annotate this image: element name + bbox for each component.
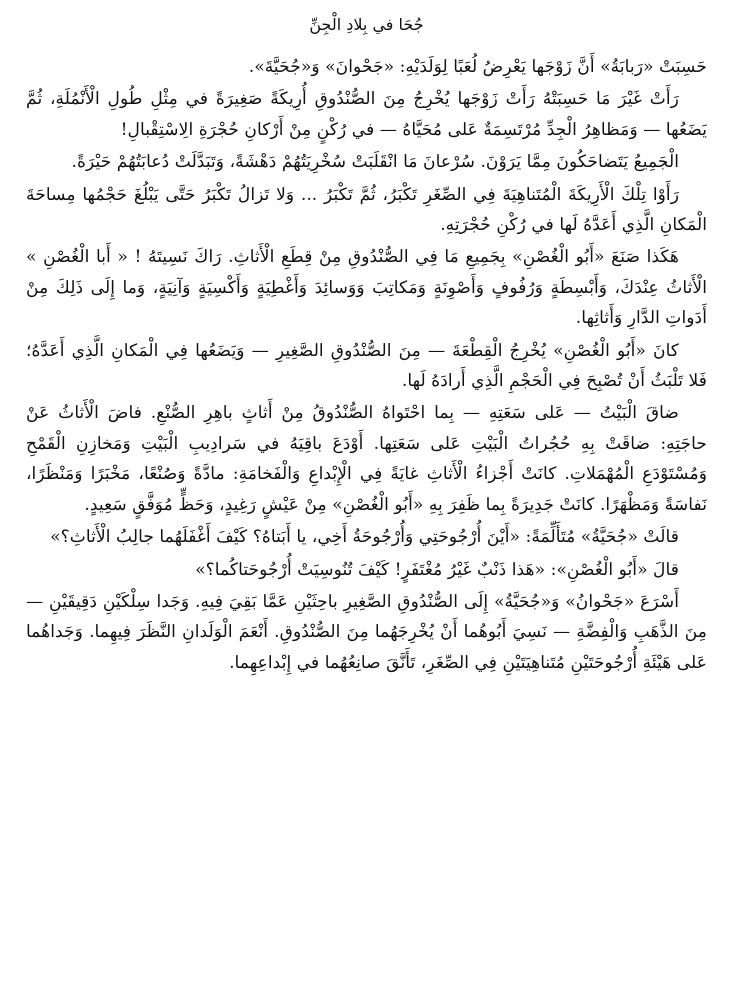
paragraph: الْجَمِيعُ يَتَضاحَكُونَ مِمَّا يَرَوْنَ. سُرْعانَ مَا انْقَلَبَتْ سُخْرِيَتُهُمْ دَهْشَةً، وَتَبَدَّلَتْ دُعابَتُهُمْ حَيْرَةً. <box>71 152 679 173</box>
paragraph: كانَ «أَبُو الْغُصْنِ» يُخْرِجُ الْقِطْعَةَ — مِنَ الصُّنْدُوقِ الصَّغِيرِ — وَيَضَعُها فِي الْمَكانِ الَّذِي أَعَدَّهُ؛ فَلا تَلْبَثُ أَنْ تُصْبِحَ فِي الْحَجْمِ الَّذِي أَرادَهُ لَها. <box>26 340 707 392</box>
paragraph: قالَ «أَبُو الْغُصْنِ»: «هَذا ذَنْبٌ غَيْرُ مُغْتَفَرٍ! كَيْفَ تُنُوسِيَتْ أُرْجُوحَتاكُما؟» <box>195 559 679 580</box>
paragraph: رَأَوْا تِلْكَ الْأَرِيكَةَ الْمُتَناهِيَةَ فِي الصِّغَرِ تَكْبَرُ، ثُمَّ تَكْبَرُ ... وَلا تَزالُ تَكْبَرُ حَتَّى يَبْلُغَ حَجْمُها مِساحَةَ الْمَكانِ الَّذِي أَعَدَّهُ لَها في رُكْنِ حُجْرَتِهِ. <box>26 184 707 236</box>
paragraph: حَسِبَتْ «رَبابَةُ» أَنَّ زَوْجَها يَعْرِضُ لُعَبًا لِوَلَدَيْهِ: «جَحْوانَ» وَ«جُحَيَّةَ». <box>248 57 707 77</box>
story-text <box>26 52 707 678</box>
paragraph: أَسْرَعَ «جَحْوانُ» وَ«جُحَيَّةُ» إِلَى الصُّنْدُوقِ الصَّغِيرِ باحِثَيْنِ عَمَّا بَقِيَ فِيهِ. وَجَدا سِلْكَيْنِ دَقِيقَيْنِ — مِنَ الذَّهَبِ وَالْفِضَّةِ — نَسِيَ أَبُوهُما أَنْ يُخْرِجَهُما مِنَ الصُّنْدُوقِ. أَنْعَمَ الْوَلَدانِ النَّظَرَ فِيهِما. وَجَداهُما عَلى هَيْئَةِ أُرْجُوحَتَيْنِ مُتَناهِيَتَيْنِ فِي الصِّغَرِ، تَأَنَّقَ صانِعُهُما في إِبْداعِهِما. <box>26 591 707 673</box>
paragraph: هَكَذا صَنَعَ «أَبُو الْغُصْنِ» بِجَمِيعِ مَا فِي الصُّنْدُوقِ مِنْ قِطَعِ الْأَثاثِ. رَاكَ نَسِيتَهُ ! « أَبا الْغُصْنِ » الْأَثاثُ عِنْدَكَ، وَأَبْسِطَةٍ وَرُفُوفٍ وَأَصْوِنَةٍ وَمَكاتِبَ وَوَسائِدَ وَأَغْطِيَةٍ وَأَكْسِيَةٍ وَآنِيَةٍ، وَما إِلَى ذَلِكَ مِنْ أَدَواتِ الدَّارِ وَأَثاثِها. <box>26 247 707 329</box>
paragraph: قالَتْ «جُحَيَّةُ» مُتَأَلِّمَةً: «أَيْنَ أُرْجُوحَتِي وَأُرْجُوحَةُ أَخِي، يا أَبَتاهُ؟ كَيْفَ أَغْفَلَهُما جالِبُ الْأَثاثِ؟» <box>50 527 679 548</box>
paragraph: ضاقَ الْبَيْتُ — عَلى سَعَتِهِ — بِما احْتَواهُ الصُّنْدُوقُ مِنْ أَثاثٍ باهِرِ الصُّنْعِ. فاضَ الْأَثاثُ عَنْ حاجَتِهِ: ضاقَتْ بِهِ حُجُراتُ الْبَيْتِ عَلى سَعَتِها. أَوْدَعَ باقِيَهُ في سَرادِيبِ الْبَيْتِ وَمَخازِنِ الْقَمْحِ وَمُسْتَوْدَعِ الْمُهْمَلاتِ. كانَتْ أَجْزاءُ الْأَثاثِ غايَةً فِي الْإِبْداعِ وَالْفَخامَةِ: مادَّةً وَصُنْعًا، مَخْبَرًا وَمَنْظَرًا، نَفاسَةً وَمَظْهَرًا. كانَتْ جَدِيرَةً بِما ظَفِرَ بِهِ «أَبُو الْغُصْنِ» مِنْ عَيْشٍ رَغِيدٍ، وَحَظٍّ مُوَفَّقٍ سَعِيدٍ. <box>26 403 707 515</box>
page-title: جُحَا في بِلادِ الْجِنِّ <box>309 15 424 34</box>
paragraph: رَأَتْ غَيْرَ مَا حَسِبَتْهُ رَأَتْ زَوْجَها يُخْرِجُ مِنَ الصُّنْدُوقِ أُرِيكَةً صَغِيرَةً في مِثْلِ طُولِ الْأَنْمُلَةِ، ثُمَّ يَضَعُها — وَمَظاهِرُ الْجِدِّ مُرْتَسِمَةٌ عَلى مُحَيَّاهُ — في رُكْنٍ مِنْ أَرْكانِ حُجْرَةِ الِاسْتِقْبالِ! <box>26 89 707 140</box>
